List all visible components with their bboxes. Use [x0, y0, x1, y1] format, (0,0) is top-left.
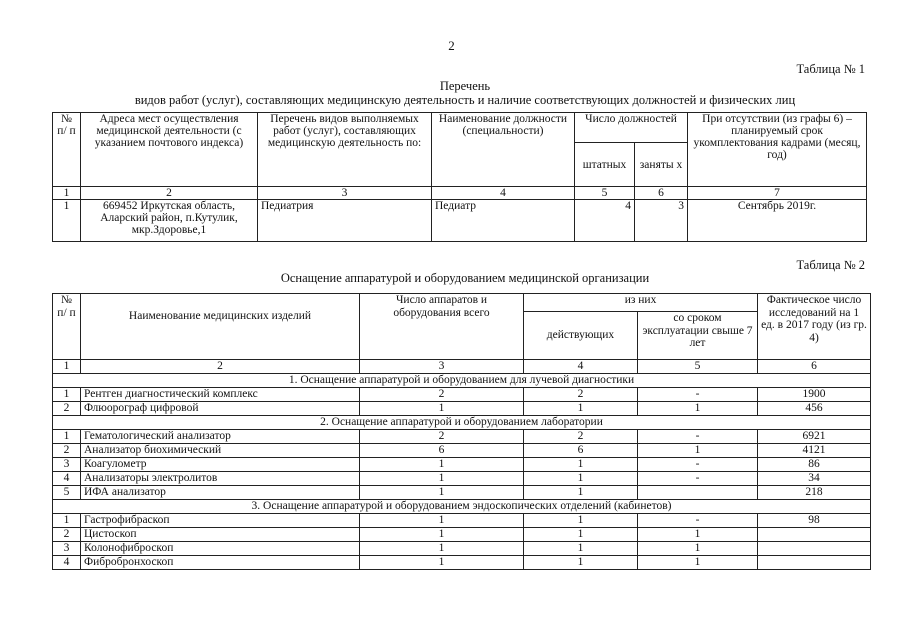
t2-cell-studies: 34 — [758, 471, 871, 485]
t2-cell-working: 1 — [524, 513, 638, 527]
t2-cell-studies: 98 — [758, 513, 871, 527]
t2-cell-old: 1 — [638, 555, 758, 569]
t2-cell-old: - — [638, 513, 758, 527]
t2-cell-old: - — [638, 429, 758, 443]
table1-label: Таблица № 1 — [796, 62, 865, 76]
t2-header-working: действующих — [524, 312, 638, 360]
t2-cell-total: 1 — [360, 485, 524, 499]
t2-cell-studies — [758, 527, 871, 541]
t2-cell-total: 6 — [360, 443, 524, 457]
t2-cell-num: 5 — [53, 485, 81, 499]
t2-cell-num: 2 — [53, 443, 81, 457]
t2-header-num: № п/ п — [53, 294, 81, 360]
t2-cell-old: - — [638, 471, 758, 485]
t1-cell-num: 1 — [53, 200, 81, 242]
t2-header-total: Число аппаратов и оборудования всего — [360, 294, 524, 360]
table2-label: Таблица № 2 — [796, 258, 865, 272]
page-number: 2 — [448, 38, 455, 53]
t2-cell-num: 3 — [53, 541, 81, 555]
t2-cell-studies: 1900 — [758, 387, 871, 401]
t2-cell-old: - — [638, 457, 758, 471]
table-row — [53, 513, 871, 527]
t2-cell-working: 1 — [524, 555, 638, 569]
t2-cell-total: 1 — [360, 527, 524, 541]
t2-header-of-them: из них — [524, 294, 758, 312]
t2-cell-name: Колонофиброскоп — [81, 541, 360, 555]
t2-cell-total: 1 — [360, 401, 524, 415]
t2-cell-working: 6 — [524, 443, 638, 457]
t2-cell-name: Анализатор биохимический — [81, 443, 360, 457]
t2-cell-working: 1 — [524, 485, 638, 499]
table-row — [53, 541, 871, 555]
t2-cell-name: Фибробронхоскоп — [81, 555, 360, 569]
t2-cell-name: Анализаторы электролитов — [81, 471, 360, 485]
t1-cell-planned: Сентябрь 2019г. — [688, 200, 867, 242]
table-row — [53, 527, 871, 541]
table1-title-line2: видов работ (услуг), составляющих медицинскую деятельность и наличие соответствующих должностей и физических лиц — [134, 93, 796, 107]
t2-cell-num: 4 — [53, 555, 81, 569]
t2-cell-old: - — [638, 387, 758, 401]
t2-cell-total: 1 — [360, 541, 524, 555]
t2-section-title: 1. Оснащение аппаратурой и оборудованием для лучевой диагностики — [53, 373, 871, 387]
t2-cell-studies: 4121 — [758, 443, 871, 457]
t2-cell-working: 1 — [524, 541, 638, 555]
table-row — [53, 429, 871, 443]
t2-cell-name: ИФА анализатор — [81, 485, 360, 499]
t2-cell-studies: 86 — [758, 457, 871, 471]
t2-cell-studies: 456 — [758, 401, 871, 415]
t2-cell-total: 2 — [360, 429, 524, 443]
t1-cell-address: 669452 Иркутская область, Аларский район, п.Кутулик, мкр.Здоровье,1 — [81, 200, 258, 242]
table1-title-line1: Перечень — [439, 79, 491, 93]
t1-colnum: 7 — [688, 187, 867, 200]
t2-cell-studies: 218 — [758, 485, 871, 499]
t2-cell-total: 2 — [360, 387, 524, 401]
t2-cell-studies — [758, 555, 871, 569]
t2-colnum: 6 — [758, 360, 871, 374]
t2-cell-old: 1 — [638, 527, 758, 541]
t1-cell-position: Педиатр — [432, 200, 575, 242]
t2-cell-total: 1 — [360, 471, 524, 485]
t2-section-title: 2. Оснащение аппаратурой и оборудованием лаборатории — [53, 415, 871, 429]
t2-cell-working: 1 — [524, 471, 638, 485]
t2-cell-old — [638, 485, 758, 499]
t2-colnum: 1 — [53, 360, 81, 374]
t2-cell-studies: 6921 — [758, 429, 871, 443]
t2-cell-name: Коагулометр — [81, 457, 360, 471]
table-row — [53, 457, 871, 471]
t2-cell-total: 1 — [360, 457, 524, 471]
t1-header-address: Адреса мест осуществления медицинской деятельности (с указанием почтового индекса) — [81, 113, 258, 187]
t2-cell-num: 2 — [53, 527, 81, 541]
t2-colnum: 4 — [524, 360, 638, 374]
t1-cell-staff: 4 — [575, 200, 635, 242]
t2-cell-old: 1 — [638, 541, 758, 555]
t2-colnum: 5 — [638, 360, 758, 374]
table-row — [53, 200, 867, 242]
t2-cell-working: 1 — [524, 527, 638, 541]
table2-title: Оснащение аппаратурой и оборудованием медицинской организации — [280, 271, 650, 285]
t1-header-works: Перечень видов выполняемых работ (услуг), составляющих медицинскую деятельность по: — [258, 113, 432, 187]
t2-cell-name: Флюорограф цифровой — [81, 401, 360, 415]
table-row — [53, 471, 871, 485]
t2-cell-total: 1 — [360, 555, 524, 569]
t1-colnum: 2 — [81, 187, 258, 200]
table2 — [52, 293, 871, 570]
t2-cell-working: 2 — [524, 387, 638, 401]
table-row — [53, 555, 871, 569]
t2-section-title: 3. Оснащение аппаратурой и оборудованием эндоскопических отделений (кабинетов) — [53, 499, 871, 513]
t2-cell-name: Гематологический анализатор — [81, 429, 360, 443]
t2-header-old: со сроком эксплуатации свыше 7 лет — [638, 312, 758, 360]
t2-cell-num: 3 — [53, 457, 81, 471]
t2-cell-name: Рентген диагностический комплекс — [81, 387, 360, 401]
t1-header-staff: штатных — [575, 143, 635, 187]
t2-cell-num: 1 — [53, 429, 81, 443]
t2-cell-num: 1 — [53, 387, 81, 401]
table-row — [53, 485, 871, 499]
t1-colnum: 3 — [258, 187, 432, 200]
t2-colnum: 3 — [360, 360, 524, 374]
t2-colnum: 2 — [81, 360, 360, 374]
t2-cell-name: Цистоскоп — [81, 527, 360, 541]
t2-cell-studies — [758, 541, 871, 555]
t1-colnum: 5 — [575, 187, 635, 200]
t2-cell-old: 1 — [638, 443, 758, 457]
t1-header-num: № п/ п — [53, 113, 81, 187]
t1-header-absent: При отсутствии (из графы 6) – планируемый срок укомплектования кадрами (месяц, год) — [688, 113, 867, 187]
table1 — [52, 112, 867, 242]
t2-cell-working: 2 — [524, 429, 638, 443]
t2-cell-num: 2 — [53, 401, 81, 415]
table1-title — [60, 79, 870, 107]
t2-cell-num: 1 — [53, 513, 81, 527]
t1-header-occupied: заняты х — [635, 143, 688, 187]
t1-cell-occupied: 3 — [635, 200, 688, 242]
t2-cell-old: 1 — [638, 401, 758, 415]
table-row — [53, 443, 871, 457]
t1-header-position: Наименование должности (специальности) — [432, 113, 575, 187]
t2-header-studies: Фактическое число исследований на 1 ед. в 2017 году (из гр. 4) — [758, 294, 871, 360]
t1-colnum: 4 — [432, 187, 575, 200]
t2-header-name: Наименование медицинских изделий — [81, 294, 360, 360]
t2-cell-name: Гастрофибраскоп — [81, 513, 360, 527]
t1-cell-work: Педиатрия — [258, 200, 432, 242]
t2-cell-working: 1 — [524, 457, 638, 471]
table-row — [53, 401, 871, 415]
table-row — [53, 387, 871, 401]
t2-cell-working: 1 — [524, 401, 638, 415]
t1-header-count-group: Число должностей — [575, 113, 688, 143]
t1-colnum: 6 — [635, 187, 688, 200]
t1-colnum: 1 — [53, 187, 81, 200]
t2-cell-total: 1 — [360, 513, 524, 527]
t2-cell-num: 4 — [53, 471, 81, 485]
